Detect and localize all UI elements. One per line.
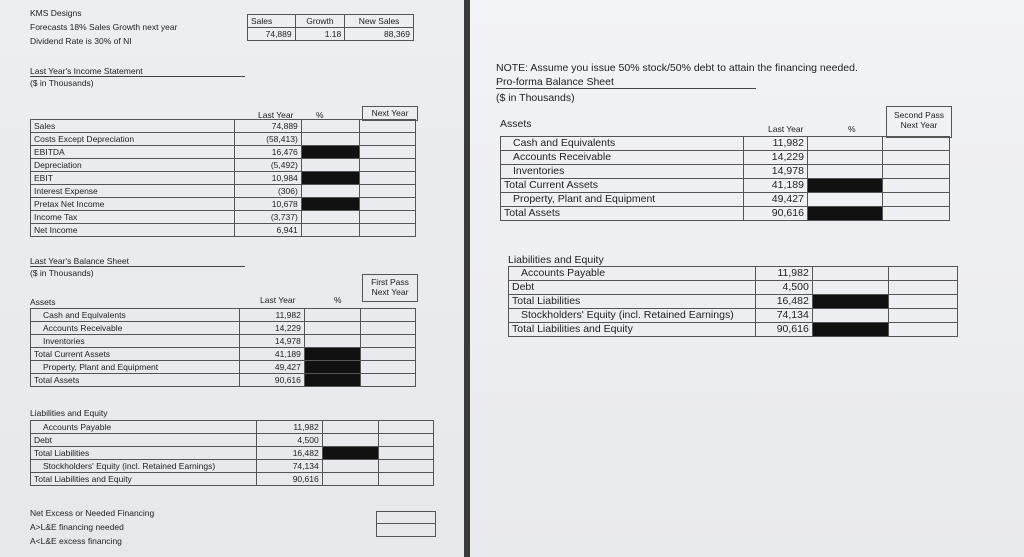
balance-asset-pct-cell — [304, 361, 361, 374]
income-next-year-cell[interactable] — [359, 146, 415, 159]
balance-liab-row — [31, 460, 434, 473]
balance-liab-last-year-value: 16,482 — [257, 447, 322, 460]
balance-liab-label: Stockholders' Equity (incl. Retained Earnings) — [31, 460, 257, 473]
income-next-year-cell[interactable] — [359, 120, 415, 133]
proforma-asset-last-year-value: 11,982 — [743, 137, 807, 151]
income-row — [31, 159, 416, 172]
growth-box — [247, 14, 414, 41]
balance-asset-label: Inventories — [31, 335, 240, 348]
proforma-col-last-year: Last Year — [768, 124, 804, 134]
proforma-asset-next-year-cell[interactable] — [882, 165, 949, 179]
proforma-liab-label: Accounts Payable — [509, 267, 756, 281]
balance-liab-last-year-value: 90,616 — [257, 473, 322, 486]
balance-liab-pct-cell — [322, 447, 379, 460]
proforma-asset-next-year-cell[interactable] — [882, 193, 949, 207]
balance-col-pct: % — [334, 295, 342, 305]
balance-asset-label: Total Current Assets — [31, 348, 240, 361]
income-last-year-value: 10,984 — [235, 172, 301, 185]
income-label: Depreciation — [31, 159, 235, 172]
income-last-year-value: 16,476 — [235, 146, 301, 159]
proforma-asset-row — [501, 193, 950, 207]
income-next-year-cell[interactable] — [359, 198, 415, 211]
income-pct-cell — [301, 224, 359, 237]
proforma-liab-last-year-value: 4,500 — [755, 281, 812, 295]
proforma-asset-last-year-value: 41,189 — [743, 179, 807, 193]
balance-liab-next-year-cell[interactable] — [379, 447, 434, 460]
proforma-asset-label: Property, Plant and Equipment — [501, 193, 744, 207]
proforma-asset-label: Inventories — [501, 165, 744, 179]
proforma-liab-table — [508, 266, 958, 337]
balance-asset-pct-cell — [304, 309, 361, 322]
balance-sheet-units: ($ in Thousands) — [30, 268, 94, 278]
income-col-next-year: Next Year — [362, 106, 418, 121]
proforma-liab-next-year-cell[interactable] — [889, 267, 958, 281]
balance-asset-row — [31, 335, 416, 348]
income-next-year-cell[interactable] — [359, 224, 415, 237]
balance-liab-row — [31, 447, 434, 460]
balance-liab-last-year-value: 74,134 — [257, 460, 322, 473]
balance-asset-next-year-cell[interactable] — [361, 348, 416, 361]
income-last-year-value: (58,413) — [235, 133, 301, 146]
income-next-year-cell[interactable] — [359, 133, 415, 146]
income-row — [31, 146, 416, 159]
balance-sheet-title: Last Year's Balance Sheet — [30, 256, 245, 267]
proforma-asset-last-year-value: 14,229 — [743, 151, 807, 165]
income-last-year-value: (3,737) — [235, 211, 301, 224]
balance-liab-label: Debt — [31, 434, 257, 447]
left-worksheet-page — [0, 0, 464, 557]
proforma-liab-label: Debt — [509, 281, 756, 295]
balance-asset-next-year-cell[interactable] — [361, 374, 416, 387]
income-statement-units: ($ in Thousands) — [30, 78, 94, 88]
income-row — [31, 185, 416, 198]
balance-liab-pct-cell — [322, 421, 379, 434]
proforma-liab-last-year-value: 16,482 — [755, 295, 812, 309]
proforma-units: ($ in Thousands) — [496, 92, 575, 104]
balance-asset-row — [31, 374, 416, 387]
income-pct-cell — [301, 146, 359, 159]
balance-liab-row — [31, 434, 434, 447]
proforma-assets-table — [500, 136, 950, 221]
balance-liab-last-year-value: 4,500 — [257, 434, 322, 447]
income-last-year-value: 74,889 — [235, 120, 301, 133]
income-next-year-cell[interactable] — [359, 172, 415, 185]
proforma-asset-pct-cell — [807, 137, 882, 151]
income-next-year-cell[interactable] — [359, 159, 415, 172]
income-row — [31, 224, 416, 237]
balance-liab-next-year-cell[interactable] — [379, 473, 434, 486]
income-label: Sales — [31, 120, 235, 133]
income-last-year-value: (5,492) — [235, 159, 301, 172]
income-row — [31, 172, 416, 185]
balance-asset-row — [31, 361, 416, 374]
proforma-liab-pct-cell — [812, 267, 889, 281]
income-next-year-cell[interactable] — [359, 185, 415, 198]
balance-asset-row — [31, 322, 416, 335]
proforma-liab-pct-cell — [812, 295, 889, 309]
balance-asset-last-year-value: 90,616 — [239, 374, 304, 387]
proforma-asset-pct-cell — [807, 207, 882, 221]
balance-asset-last-year-value: 49,427 — [239, 361, 304, 374]
proforma-asset-label: Total Assets — [501, 207, 744, 221]
proforma-asset-label: Cash and Equivalents — [501, 137, 744, 151]
growth-new-sales-value: 88,369 — [345, 28, 414, 41]
proforma-col-next-year: Next Year — [900, 120, 938, 130]
growth-header-new-sales: New Sales — [345, 15, 414, 28]
balance-liab-next-year-cell[interactable] — [379, 460, 434, 473]
income-last-year-value: 10,678 — [235, 198, 301, 211]
balance-assets-label: Assets — [30, 297, 56, 307]
income-pct-cell — [301, 159, 359, 172]
balance-liab-label: Liabilities and Equity — [30, 408, 108, 418]
income-label: Pretax Net Income — [31, 198, 235, 211]
income-pct-cell — [301, 120, 359, 133]
balance-col-next-year: Next Year — [371, 287, 409, 297]
income-statement-table — [30, 119, 416, 237]
growth-rate-value: 1.18 — [295, 28, 345, 41]
proforma-col-second-pass: Second Pass — [893, 110, 945, 120]
balance-liab-pct-cell — [322, 473, 379, 486]
income-last-year-value: (306) — [235, 185, 301, 198]
proforma-liab-next-year-cell[interactable] — [889, 281, 958, 295]
proforma-title: Pro-forma Balance Sheet — [496, 76, 756, 89]
proforma-asset-pct-cell — [807, 165, 882, 179]
balance-asset-last-year-value: 11,982 — [239, 309, 304, 322]
growth-header-sales: Sales — [248, 15, 296, 28]
income-label: Income Tax — [31, 211, 235, 224]
proforma-asset-last-year-value: 49,427 — [743, 193, 807, 207]
proforma-liab-row — [509, 295, 958, 309]
income-label: Interest Expense — [31, 185, 235, 198]
proforma-liab-pct-cell — [812, 323, 889, 337]
income-pct-cell — [301, 211, 359, 224]
income-col-pct: % — [316, 110, 324, 120]
balance-liab-last-year-value: 11,982 — [257, 421, 322, 434]
balance-col-first-pass: First Pass — [371, 277, 409, 287]
balance-asset-last-year-value: 14,978 — [239, 335, 304, 348]
balance-asset-next-year-cell[interactable] — [361, 322, 416, 335]
income-row — [31, 133, 416, 146]
proforma-liab-pct-cell — [812, 281, 889, 295]
balance-asset-label: Property, Plant and Equipment — [31, 361, 240, 374]
company-name: KMS Designs — [30, 8, 82, 18]
balance-liab-row — [31, 473, 434, 486]
balance-liab-next-year-cell[interactable] — [379, 434, 434, 447]
proforma-liab-next-year-cell[interactable] — [889, 309, 958, 323]
proforma-asset-row — [501, 207, 950, 221]
balance-col-next-box — [362, 274, 418, 302]
proforma-liab-label: Liabilities and Equity — [508, 254, 604, 266]
balance-asset-label: Total Assets — [31, 374, 240, 387]
balance-asset-last-year-value: 14,229 — [239, 322, 304, 335]
proforma-liab-last-year-value: 11,982 — [755, 267, 812, 281]
proforma-liab-label: Total Liabilities — [509, 295, 756, 309]
proforma-asset-label: Total Current Assets — [501, 179, 744, 193]
balance-liab-pct-cell — [322, 460, 379, 473]
balance-liab-pct-cell — [322, 434, 379, 447]
proforma-asset-row — [501, 179, 950, 193]
balance-col-last-year: Last Year — [260, 295, 296, 305]
proforma-liab-label: Total Liabilities and Equity — [509, 323, 756, 337]
income-pct-cell — [301, 172, 359, 185]
balance-asset-next-year-cell[interactable] — [361, 309, 416, 322]
proforma-liab-last-year-value: 74,134 — [755, 309, 812, 323]
financing-answer-box — [376, 511, 436, 537]
growth-sales-value: 74,889 — [248, 28, 296, 41]
balance-assets-table — [30, 308, 416, 387]
income-pct-cell — [301, 185, 359, 198]
income-col-last-year: Last Year — [258, 110, 294, 120]
financing-line-3: A<L&E excess financing — [30, 536, 122, 546]
proforma-asset-last-year-value: 90,616 — [743, 207, 807, 221]
proforma-liab-last-year-value: 90,616 — [755, 323, 812, 337]
proforma-col-next-box — [886, 106, 952, 138]
balance-asset-pct-cell — [304, 374, 361, 387]
proforma-liab-row — [509, 281, 958, 295]
income-row — [31, 120, 416, 133]
proforma-asset-pct-cell — [807, 179, 882, 193]
balance-liab-label: Total Liabilities — [31, 447, 257, 460]
growth-header-growth: Growth — [295, 15, 345, 28]
proforma-liab-next-year-cell[interactable] — [889, 323, 958, 337]
balance-liab-table — [30, 420, 434, 486]
proforma-asset-next-year-cell[interactable] — [882, 207, 949, 221]
balance-asset-pct-cell — [304, 335, 361, 348]
income-label: EBIT — [31, 172, 235, 185]
dividend-note: Dividend Rate is 30% of NI — [30, 36, 132, 46]
proforma-asset-next-year-cell[interactable] — [882, 179, 949, 193]
proforma-liab-pct-cell — [812, 309, 889, 323]
proforma-asset-row — [501, 151, 950, 165]
balance-asset-label: Cash and Equivalents — [31, 309, 240, 322]
financing-assumption-note: NOTE: Assume you issue 50% stock/50% debt to attain the financing needed. — [496, 62, 858, 74]
proforma-asset-label: Accounts Receivable — [501, 151, 744, 165]
balance-asset-row — [31, 309, 416, 322]
proforma-asset-next-year-cell[interactable] — [882, 151, 949, 165]
balance-asset-label: Accounts Receivable — [31, 322, 240, 335]
income-next-year-cell[interactable] — [359, 211, 415, 224]
income-statement-title: Last Year's Income Statement — [30, 66, 245, 77]
balance-asset-row — [31, 348, 416, 361]
proforma-asset-last-year-value: 14,978 — [743, 165, 807, 179]
balance-liab-label: Accounts Payable — [31, 421, 257, 434]
balance-liab-next-year-cell[interactable] — [379, 421, 434, 434]
income-label: EBITDA — [31, 146, 235, 159]
proforma-liab-row — [509, 323, 958, 337]
income-pct-cell — [301, 133, 359, 146]
proforma-asset-pct-cell — [807, 151, 882, 165]
income-label: Net Income — [31, 224, 235, 237]
balance-liab-row — [31, 421, 434, 434]
income-pct-cell — [301, 198, 359, 211]
income-last-year-value: 6,941 — [235, 224, 301, 237]
proforma-asset-row — [501, 165, 950, 179]
income-row — [31, 211, 416, 224]
proforma-liab-row — [509, 267, 958, 281]
proforma-liab-label: Stockholders' Equity (incl. Retained Earnings) — [509, 309, 756, 323]
financing-line-2: A>L&E financing needed — [30, 522, 124, 532]
balance-liab-label: Total Liabilities and Equity — [31, 473, 257, 486]
income-label: Costs Except Depreciation — [31, 133, 235, 146]
right-proforma-page — [470, 0, 1024, 557]
proforma-col-pct: % — [848, 124, 856, 134]
balance-asset-next-year-cell[interactable] — [361, 335, 416, 348]
proforma-asset-pct-cell — [807, 193, 882, 207]
proforma-liab-next-year-cell[interactable] — [889, 295, 958, 309]
income-row — [31, 198, 416, 211]
balance-asset-next-year-cell[interactable] — [361, 361, 416, 374]
balance-asset-pct-cell — [304, 348, 361, 361]
financing-line-1: Net Excess or Needed Financing — [30, 508, 155, 518]
proforma-assets-label: Assets — [500, 118, 532, 130]
growth-note: Forecasts 18% Sales Growth next year — [30, 22, 178, 32]
proforma-liab-row — [509, 309, 958, 323]
proforma-asset-row — [501, 137, 950, 151]
balance-asset-pct-cell — [304, 322, 361, 335]
balance-asset-last-year-value: 41,189 — [239, 348, 304, 361]
proforma-asset-next-year-cell[interactable] — [882, 137, 949, 151]
